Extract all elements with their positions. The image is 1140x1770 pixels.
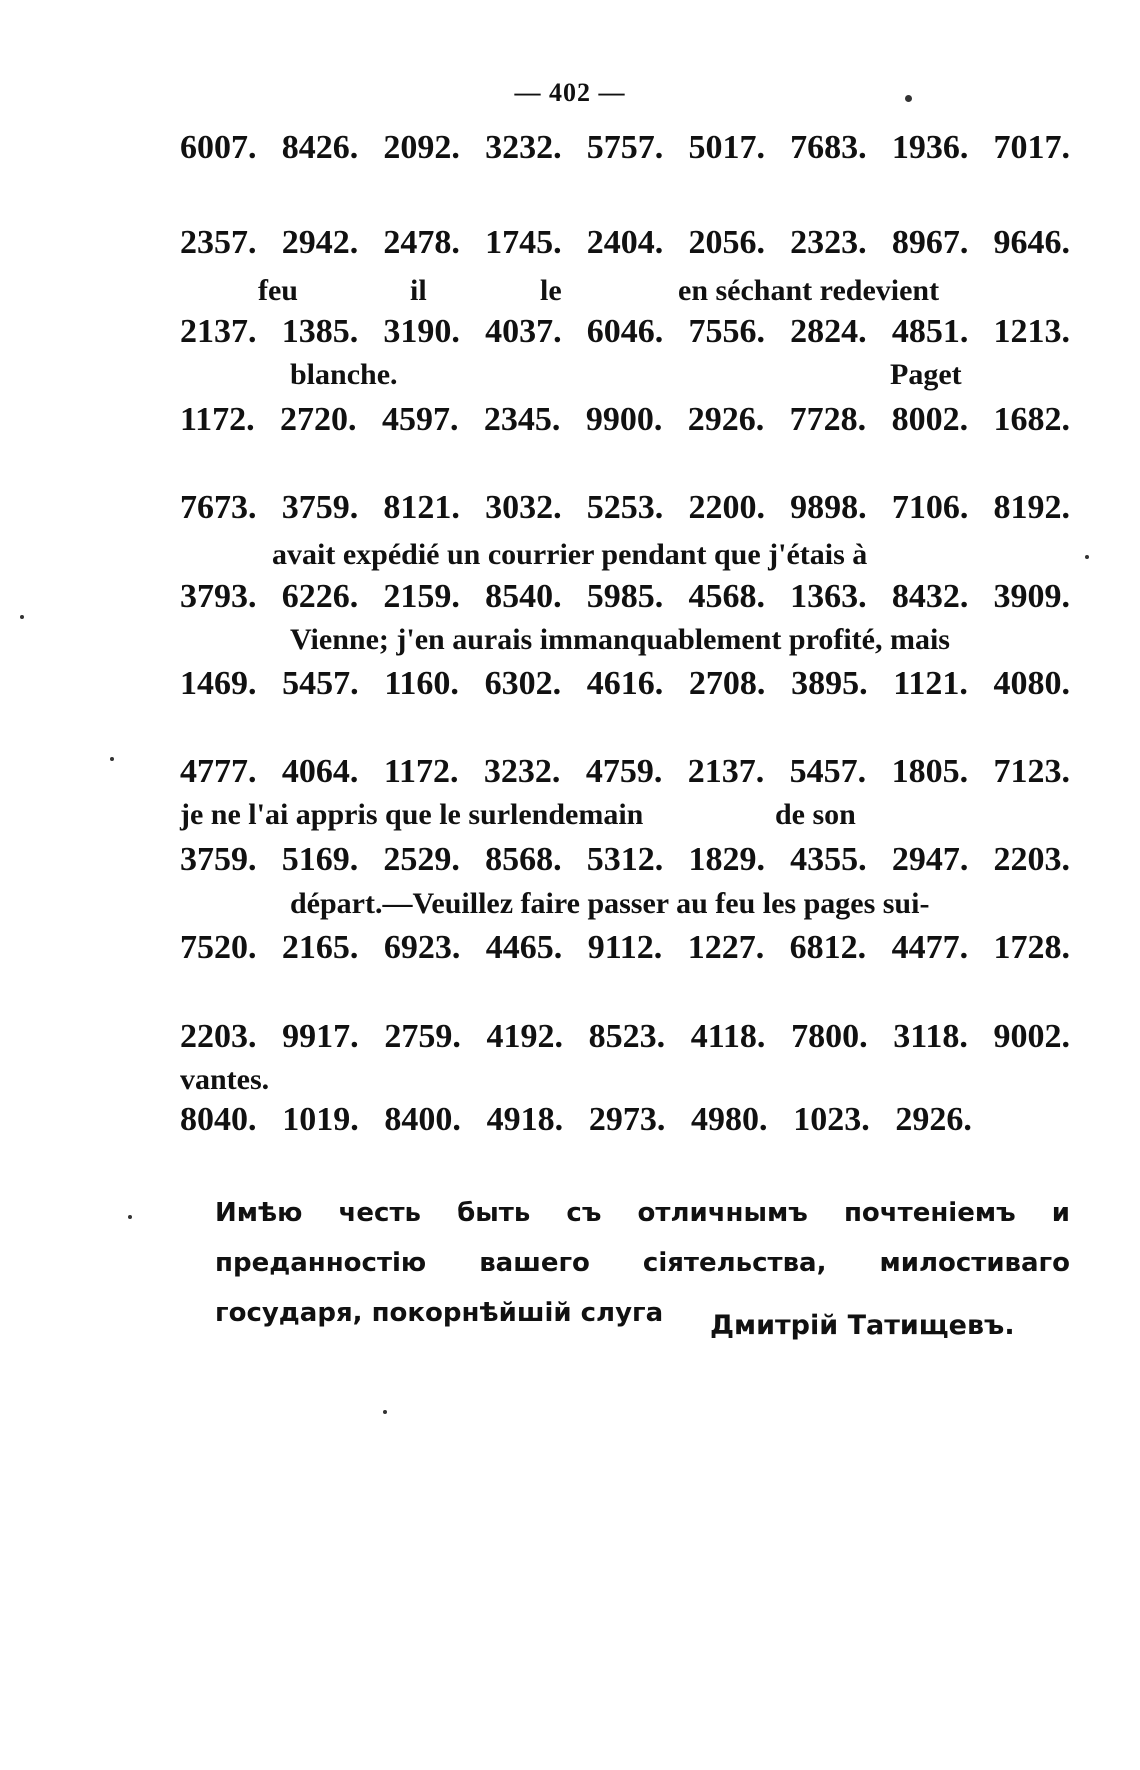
cipher-number: 2947. (891, 841, 969, 878)
cipher-number: 1160. (384, 665, 459, 702)
cipher-number: 6046. (586, 313, 664, 350)
cipher-number: 2759. (384, 1018, 461, 1055)
cipher-number: 5169. (281, 841, 359, 878)
decode-line: avait expédié un courrier pendant que j'étais à (272, 538, 868, 571)
cipher-number: 4597. (381, 401, 459, 438)
cipher-number: 1682. (993, 401, 1070, 438)
decode-line: de son (775, 798, 856, 831)
cipher-number: 6812. (789, 929, 867, 966)
cipher-row (180, 128, 1070, 168)
cipher-number: 7106. (891, 489, 969, 526)
cipher-number: 1227. (687, 929, 765, 966)
cipher-number: 2092. (383, 129, 460, 166)
cipher-number: 8426. (281, 129, 359, 166)
scan-speck (128, 1215, 132, 1219)
decode-word: en séchant redevient (678, 274, 940, 307)
cipher-number: 9898. (790, 489, 867, 526)
cipher-number: 4192. (486, 1018, 563, 1055)
decode-line: départ.—Veuillez faire passer au feu les pages sui- (290, 887, 930, 920)
cipher-number: 2056. (688, 224, 765, 261)
signature: Дмитрій Татищевъ. (710, 1310, 1015, 1341)
cipher-number: 2720. (280, 401, 357, 438)
cipher-number: 2345. (483, 401, 561, 438)
cipher-number: 3232. (485, 129, 562, 166)
cipher-number: 1728. (993, 929, 1070, 966)
cipher-number: 5312. (586, 841, 664, 878)
cipher-number: 3190. (383, 313, 460, 350)
decode-word: il (410, 274, 427, 307)
cipher-number: 2159. (383, 578, 460, 615)
cipher-number: 4465. (485, 929, 563, 966)
cipher-number: 3909. (993, 578, 1070, 615)
cipher-number: 7728. (789, 401, 867, 438)
cipher-row (180, 752, 1070, 792)
cipher-number: 5757. (586, 129, 664, 166)
cipher-number: 2203. (993, 841, 1070, 878)
cipher-number: 4851. (891, 313, 969, 350)
cipher-number: 1385. (281, 313, 359, 350)
cipher-number: 1805. (891, 753, 969, 790)
decode-word: feu (258, 274, 298, 307)
cipher-row (180, 577, 1070, 617)
cipher-number: 9002. (993, 1018, 1070, 1055)
cipher-row (180, 223, 1070, 263)
cipher-number: 8432. (891, 578, 969, 615)
cipher-number: 2942. (281, 224, 359, 261)
cipher-number: 4568. (688, 578, 765, 615)
cipher-number: 2137. (687, 753, 765, 790)
cipher-number: 4080. (993, 665, 1070, 702)
cipher-number: 2323. (790, 224, 867, 261)
cipher-number: 4118. (690, 1018, 766, 1055)
cipher-row (180, 1100, 972, 1140)
cipher-number: 3118. (893, 1018, 968, 1055)
cipher-number: 4355. (790, 841, 867, 878)
cipher-number: 3895. (791, 665, 868, 702)
cipher-number: 2200. (688, 489, 765, 526)
cipher-number: 2973. (588, 1101, 666, 1138)
cipher-row (180, 400, 1070, 440)
cipher-number: 8040. (180, 1101, 257, 1138)
cipher-row (180, 928, 1070, 968)
cipher-number: 4477. (891, 929, 969, 966)
cipher-number: 7520. (180, 929, 257, 966)
cipher-number: 4777. (180, 753, 257, 790)
cipher-number: 5985. (586, 578, 664, 615)
decode-word: blanche. (290, 358, 398, 391)
cipher-number: 4759. (585, 753, 663, 790)
cipher-number: 3232. (483, 753, 561, 790)
cipher-number: 5457. (789, 753, 867, 790)
cipher-number: 7123. (993, 753, 1070, 790)
decode-line: Vienne; j'en aurais immanquablement profité, mais (290, 623, 950, 656)
cipher-number: 8568. (485, 841, 562, 878)
cipher-number: 9646. (993, 224, 1070, 261)
cipher-row (180, 1017, 1070, 1057)
cipher-row (180, 488, 1070, 528)
scan-speck (110, 757, 114, 761)
cipher-number: 1829. (688, 841, 765, 878)
cipher-number: 1936. (891, 129, 969, 166)
cipher-number: 3759. (281, 489, 359, 526)
cipher-number: 9112. (587, 929, 663, 966)
cipher-number: 7800. (791, 1018, 868, 1055)
cipher-number: 1172. (383, 753, 459, 790)
cipher-number: 7556. (688, 313, 765, 350)
decode-word: Paget (890, 358, 962, 391)
decode-line: vantes. (180, 1063, 270, 1096)
cipher-number: 7017. (993, 129, 1070, 166)
cipher-number: 3759. (180, 841, 257, 878)
cipher-number: 2137. (180, 313, 257, 350)
cipher-number: 1019. (282, 1101, 359, 1138)
scan-speck (1085, 555, 1089, 559)
cipher-number: 4064. (281, 753, 359, 790)
cipher-number: 1023. (793, 1101, 870, 1138)
cipher-row (180, 840, 1070, 880)
cipher-number: 2926. (895, 1101, 972, 1138)
cipher-number: 4980. (691, 1101, 768, 1138)
cipher-number: 1469. (180, 665, 257, 702)
cipher-number: 4918. (486, 1101, 564, 1138)
cipher-number: 8192. (993, 489, 1070, 526)
cipher-number: 6007. (180, 129, 257, 166)
page-number: — 402 — (514, 78, 626, 107)
cipher-number: 4037. (485, 313, 562, 350)
cipher-number: 7683. (790, 129, 867, 166)
cipher-number: 8523. (588, 1018, 666, 1055)
closing-text: Имѣю честь быть съ отличнымъ почтеніемъ и преданностію вашего сіятельства, милостиваго государя, покорнѣйшій слуга (215, 1198, 1070, 1328)
cipher-number: 8121. (383, 489, 460, 526)
cipher-number: 2824. (790, 313, 867, 350)
cipher-number: 7673. (180, 489, 257, 526)
cipher-number: 6226. (281, 578, 359, 615)
cipher-number: 1172. (180, 401, 255, 438)
cipher-number: 2203. (180, 1018, 257, 1055)
scan-speck (383, 1410, 387, 1414)
cipher-number: 1213. (993, 313, 1070, 350)
cipher-number: 4616. (586, 665, 664, 702)
cipher-number: 1363. (790, 578, 867, 615)
cipher-number: 8967. (891, 224, 969, 261)
cipher-number: 3793. (180, 578, 257, 615)
cipher-number: 3032. (485, 489, 562, 526)
cipher-row (180, 664, 1070, 704)
cipher-number: 5017. (688, 129, 765, 166)
cipher-number: 5457. (282, 665, 359, 702)
cipher-number: 9917. (282, 1018, 359, 1055)
scan-speck (905, 95, 912, 102)
cipher-row (180, 312, 1070, 352)
cipher-number: 8400. (384, 1101, 461, 1138)
decode-word: le (540, 274, 562, 307)
cipher-number: 2708. (688, 665, 766, 702)
cipher-number: 1745. (485, 224, 562, 261)
cipher-number: 9900. (585, 401, 663, 438)
cipher-number: 2478. (383, 224, 460, 261)
cipher-number: 8002. (891, 401, 969, 438)
decode-line: je ne l'ai appris que le surlendemain (180, 798, 644, 831)
cipher-number: 1121. (893, 665, 968, 702)
cipher-number: 2926. (687, 401, 765, 438)
cipher-number: 2529. (383, 841, 460, 878)
cipher-number: 6302. (484, 665, 562, 702)
cipher-number: 8540. (485, 578, 562, 615)
cipher-number: 2357. (180, 224, 257, 261)
cipher-number: 5253. (586, 489, 664, 526)
cipher-number: 6923. (383, 929, 461, 966)
scan-speck (20, 615, 24, 619)
cipher-number: 2165. (281, 929, 359, 966)
cipher-number: 2404. (586, 224, 664, 261)
